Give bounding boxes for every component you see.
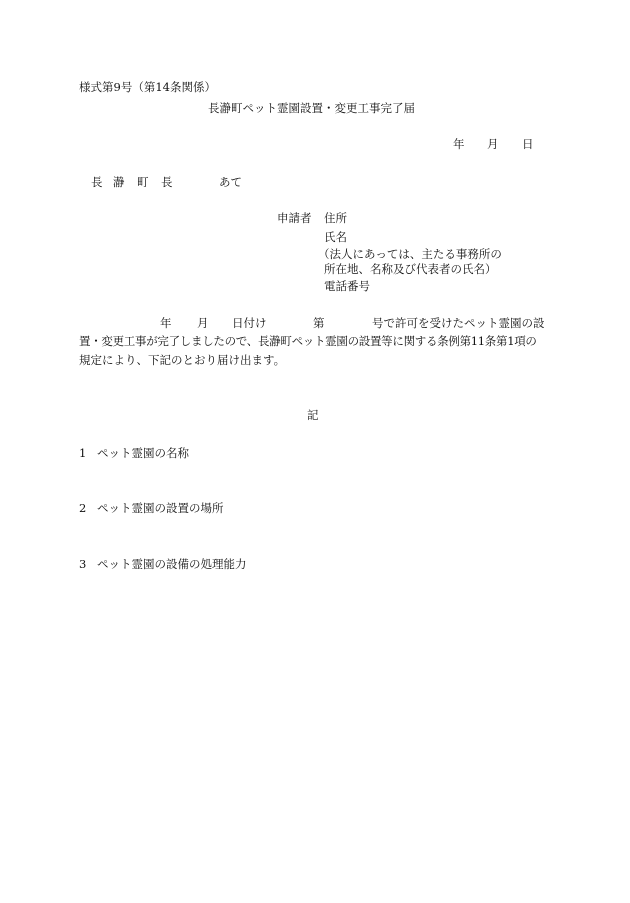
applicant-name-label: 氏名 bbox=[324, 230, 347, 244]
ki-heading: 記 bbox=[307, 408, 319, 422]
item-2-number: 2 bbox=[79, 501, 87, 515]
item-3-label: ペット霊園の設備の処理能力 bbox=[97, 557, 247, 571]
body-year-label: 年 bbox=[160, 316, 172, 330]
addressee-char-4: 長 bbox=[161, 175, 173, 189]
body-month-label: 月 bbox=[197, 316, 209, 330]
date-month-label: 月 bbox=[487, 137, 499, 151]
body-line-3: 規定により、下記のとおり届け出ます。 bbox=[79, 353, 286, 367]
body-dai-label: 第 bbox=[313, 316, 325, 330]
applicant-phone-label: 電話番号 bbox=[324, 279, 370, 293]
item-1-number: 1 bbox=[79, 446, 87, 460]
applicant-note-line-1: （法人にあっては、主たる事務所の bbox=[318, 247, 502, 261]
date-year-label: 年 bbox=[453, 137, 465, 151]
addressee-char-3: 町 bbox=[137, 175, 149, 189]
date-day-label: 日 bbox=[522, 137, 534, 151]
body-line-1-tail: 号で許可を受けたペット霊園の設 bbox=[372, 316, 545, 330]
applicant-label: 申請者 bbox=[277, 211, 312, 225]
form-number: 様式第9号（第14条関係） bbox=[79, 80, 216, 94]
item-3-number: 3 bbox=[79, 557, 87, 571]
addressee-char-2: 瀞 bbox=[113, 175, 125, 189]
body-dated-label: 日付け bbox=[232, 316, 267, 330]
document-title: 長瀞町ペット霊園設置・変更工事完了届 bbox=[208, 101, 415, 115]
addressee-char-1: 長 bbox=[91, 175, 103, 189]
applicant-address-label: 住所 bbox=[324, 211, 347, 225]
item-2-label: ペット霊園の設置の場所 bbox=[97, 501, 224, 515]
applicant-note-line-2: 所在地、名称及び代表者の氏名） bbox=[324, 262, 497, 276]
addressee-suffix: あて bbox=[219, 175, 242, 189]
body-line-2: 置・変更工事が完了しましたので、長瀞町ペット霊園の設置等に関する条例第11条第1項の bbox=[79, 334, 537, 348]
item-1-label: ペット霊園の名称 bbox=[97, 446, 189, 460]
